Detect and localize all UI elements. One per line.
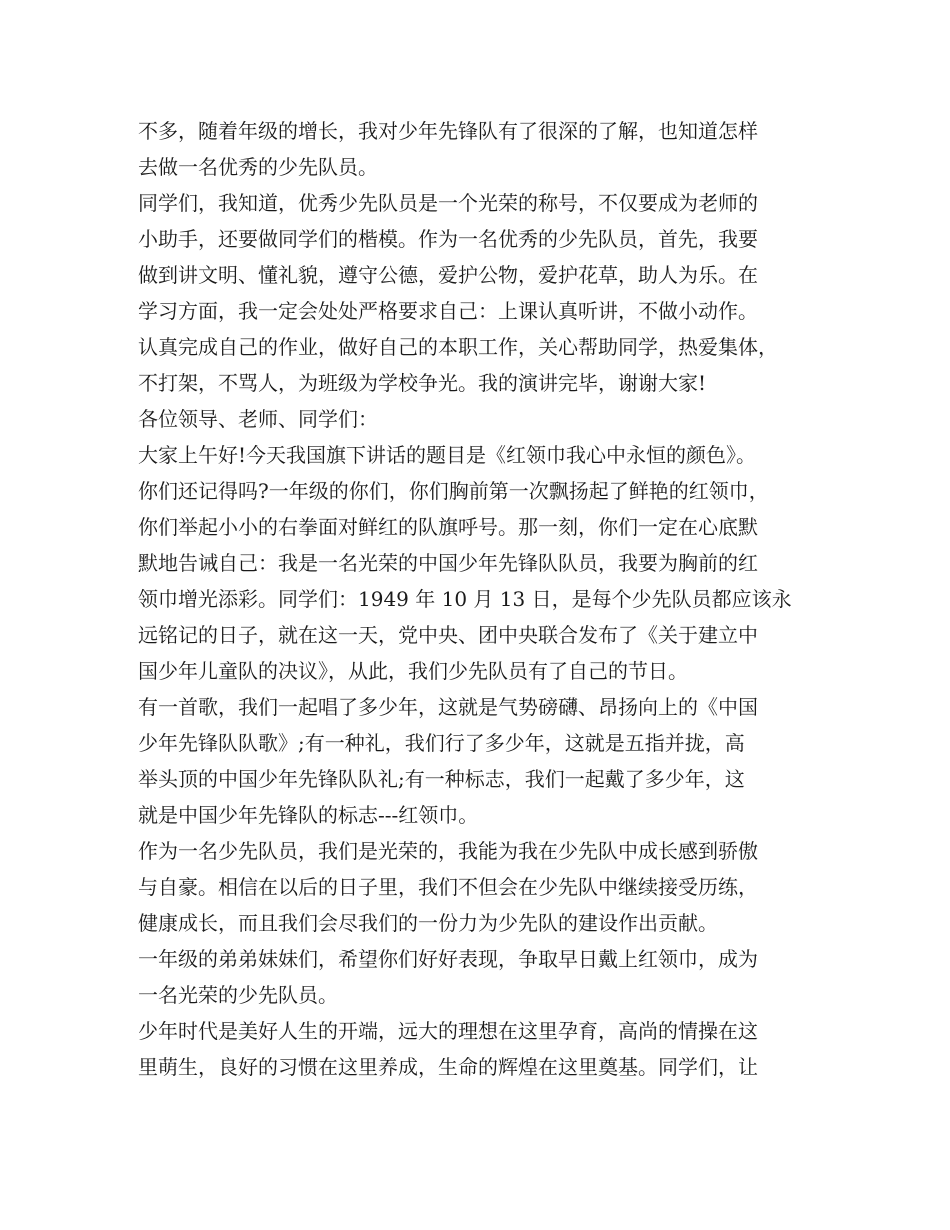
text-line: 小助手，还要做同学们的楷模。作为一名优秀的少先队员，首先，我要	[138, 227, 758, 251]
text-line: 同学们，我知道，优秀少先队员是一个光荣的称号，不仅要成为老师的	[138, 191, 758, 215]
text-line: 里萌生，良好的习惯在这里养成，生命的辉煌在这里奠基。同学们，让	[138, 1055, 758, 1079]
text-line: 少年先锋队队歌》;有一种礼，我们行了多少年，这就是五指并拢，高	[138, 731, 745, 755]
text-line: 远铭记的日子，就在这一天，党中央、团中央联合发布了《关于建立中	[138, 623, 758, 647]
text-line: 一年级的弟弟妹妹们，希望你们好好表现，争取早日戴上红领巾，成为	[138, 947, 758, 971]
text-line: 有一首歌，我们一起唱了多少年，这就是气势磅礴、昂扬向上的《中国	[138, 695, 758, 719]
text-line: 你们还记得吗?一年级的你们，你们胸前第一次飘扬起了鲜艳的红领巾，	[138, 479, 769, 503]
text-line: 作为一名少先队员，我们是光荣的，我能为我在少先队中成长感到骄傲	[138, 839, 758, 863]
text-line: 不多，随着年级的增长，我对少年先锋队有了很深的了解，也知道怎样	[138, 119, 758, 143]
text-line: 大家上午好!今天我国旗下讲话的题目是《红领巾我心中永恒的颜色》。	[138, 443, 757, 467]
text-line: 举头顶的中国少年先锋队队礼;有一种标志，我们一起戴了多少年，这	[138, 767, 745, 791]
text-line: 健康成长，而且我们会尽我们的一份力为少先队的建设作出贡献。	[138, 911, 718, 935]
text-line: 学习方面，我一定会处处严格要求自己：上课认真听讲，不做小动作。	[138, 299, 758, 323]
text-line: 默地告诫自己：我是一名光荣的中国少年先锋队队员，我要为胸前的红	[138, 551, 758, 575]
text-line: 就是中国少年先锋队的标志---红领巾。	[138, 803, 479, 827]
text-line: 领巾增光添彩。同学们：1949 年 10 月 13 日，是每个少先队员都应该永	[138, 587, 792, 611]
salutation-line: 各位领导、老师、同学们：	[138, 407, 378, 431]
document-body	[138, 113, 818, 1085]
text-line: 去做一名优秀的少先队员。	[138, 155, 378, 179]
text-line: 不打架，不骂人，为班级为学校争光。我的演讲完毕，谢谢大家!	[138, 371, 707, 395]
text-line: 一名光荣的少先队员。	[138, 983, 338, 1007]
text-line: 少年时代是美好人生的开端，远大的理想在这里孕育，高尚的情操在这	[138, 1019, 758, 1043]
text-line: 国少年儿童队的决议》，从此，我们少先队员有了自己的节日。	[138, 659, 688, 683]
text-line: 你们举起小小的右拳面对鲜红的队旗呼号。那一刻，你们一定在心底默	[138, 515, 758, 539]
text-line: 与自豪。相信在以后的日子里，我们不但会在少先队中继续接受历练，	[138, 875, 758, 899]
text-line: 认真完成自己的作业，做好自己的本职工作，关心帮助同学，热爱集体，	[138, 335, 778, 359]
text-line: 做到讲文明、懂礼貌，遵守公德，爱护公物，爱护花草，助人为乐。在	[138, 263, 758, 287]
